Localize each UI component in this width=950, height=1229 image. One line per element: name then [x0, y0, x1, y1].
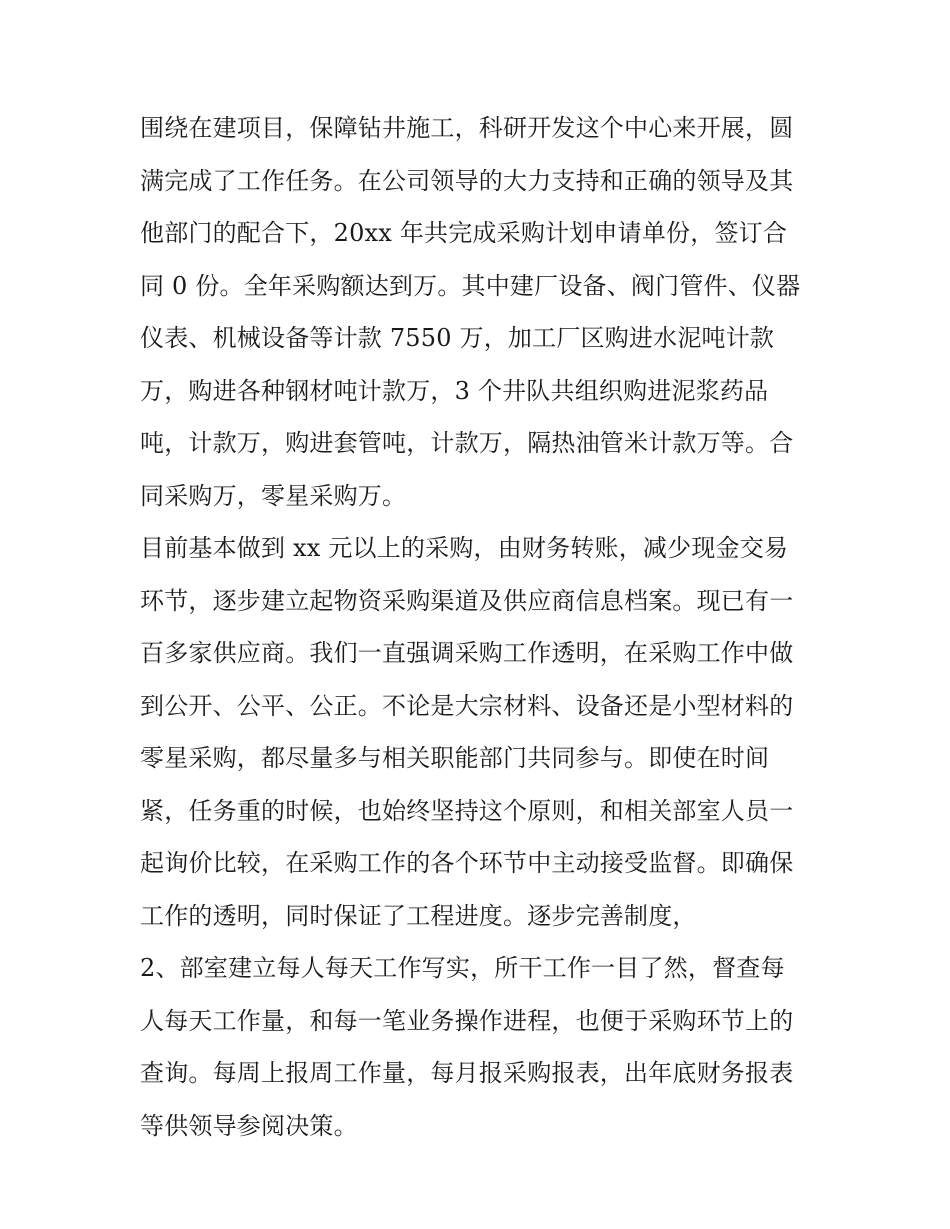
text-line: 同采购万，零星采购万。: [140, 481, 407, 510]
text-line: 他部门的配合下，20xx 年共完成采购计划申请单份，签订合: [140, 219, 788, 247]
text-line: 起询价比较，在采购工作的各个环节中主动接受监督。即确保: [140, 849, 794, 877]
text-line: 2、部室建立每人每天工作写实，所干工作一目了然，督查每: [140, 954, 785, 982]
text-line: 工作的透明，同时保证了工程进度。逐步完善制度，: [140, 901, 697, 930]
text-line: 吨，计款万，购进套管吨，计款万，隔热油管米计款万等。合: [140, 429, 794, 457]
text-line: 环节，逐步建立起物资采购渠道及供应商信息档案。现已有一: [140, 586, 794, 615]
text-line: 百多家供应商。我们一直强调采购工作透明，在采购工作中做: [140, 639, 794, 667]
text-line: 到公开、公平、公正。不论是大宗材料、设备还是小型材料的: [140, 691, 794, 720]
text-line: 满完成了工作任务。在公司领导的大力支持和正确的领导及其: [140, 166, 794, 195]
text-line: 仪表、机械设备等计款 7550 万，加工厂区购进水泥吨计款: [140, 324, 775, 352]
text-line: 目前基本做到 xx 元以上的采购，由财务转账，减少现金交易: [140, 534, 789, 562]
text-line: 查询。每周上报周工作量，每月报采购报表，出年底财务报表: [140, 1059, 794, 1087]
text-line: 万，购进各种钢材吨计款万，3 个井队共组织购进泥浆药品: [140, 376, 769, 405]
text-line: 零星采购，都尽量多与相关职能部门共同参与。即使在时间: [140, 744, 770, 772]
text-line: 围绕在建项目，保障钻井施工，科研开发这个中心来开展，圆: [140, 114, 794, 142]
text-line: 等供领导参阅决策。: [140, 1111, 358, 1140]
body-text: [140, 102, 820, 1152]
text-line: 人每天工作量，和每一笔业务操作进程，也便于采购环节上的: [140, 1006, 794, 1035]
text-line: 同 0 份。全年采购额达到万。其中建厂设备、阀门管件、仪器: [140, 271, 801, 300]
text-line: 紧，任务重的时候，也始终坚持这个原则，和相关部室人员一: [140, 796, 794, 825]
